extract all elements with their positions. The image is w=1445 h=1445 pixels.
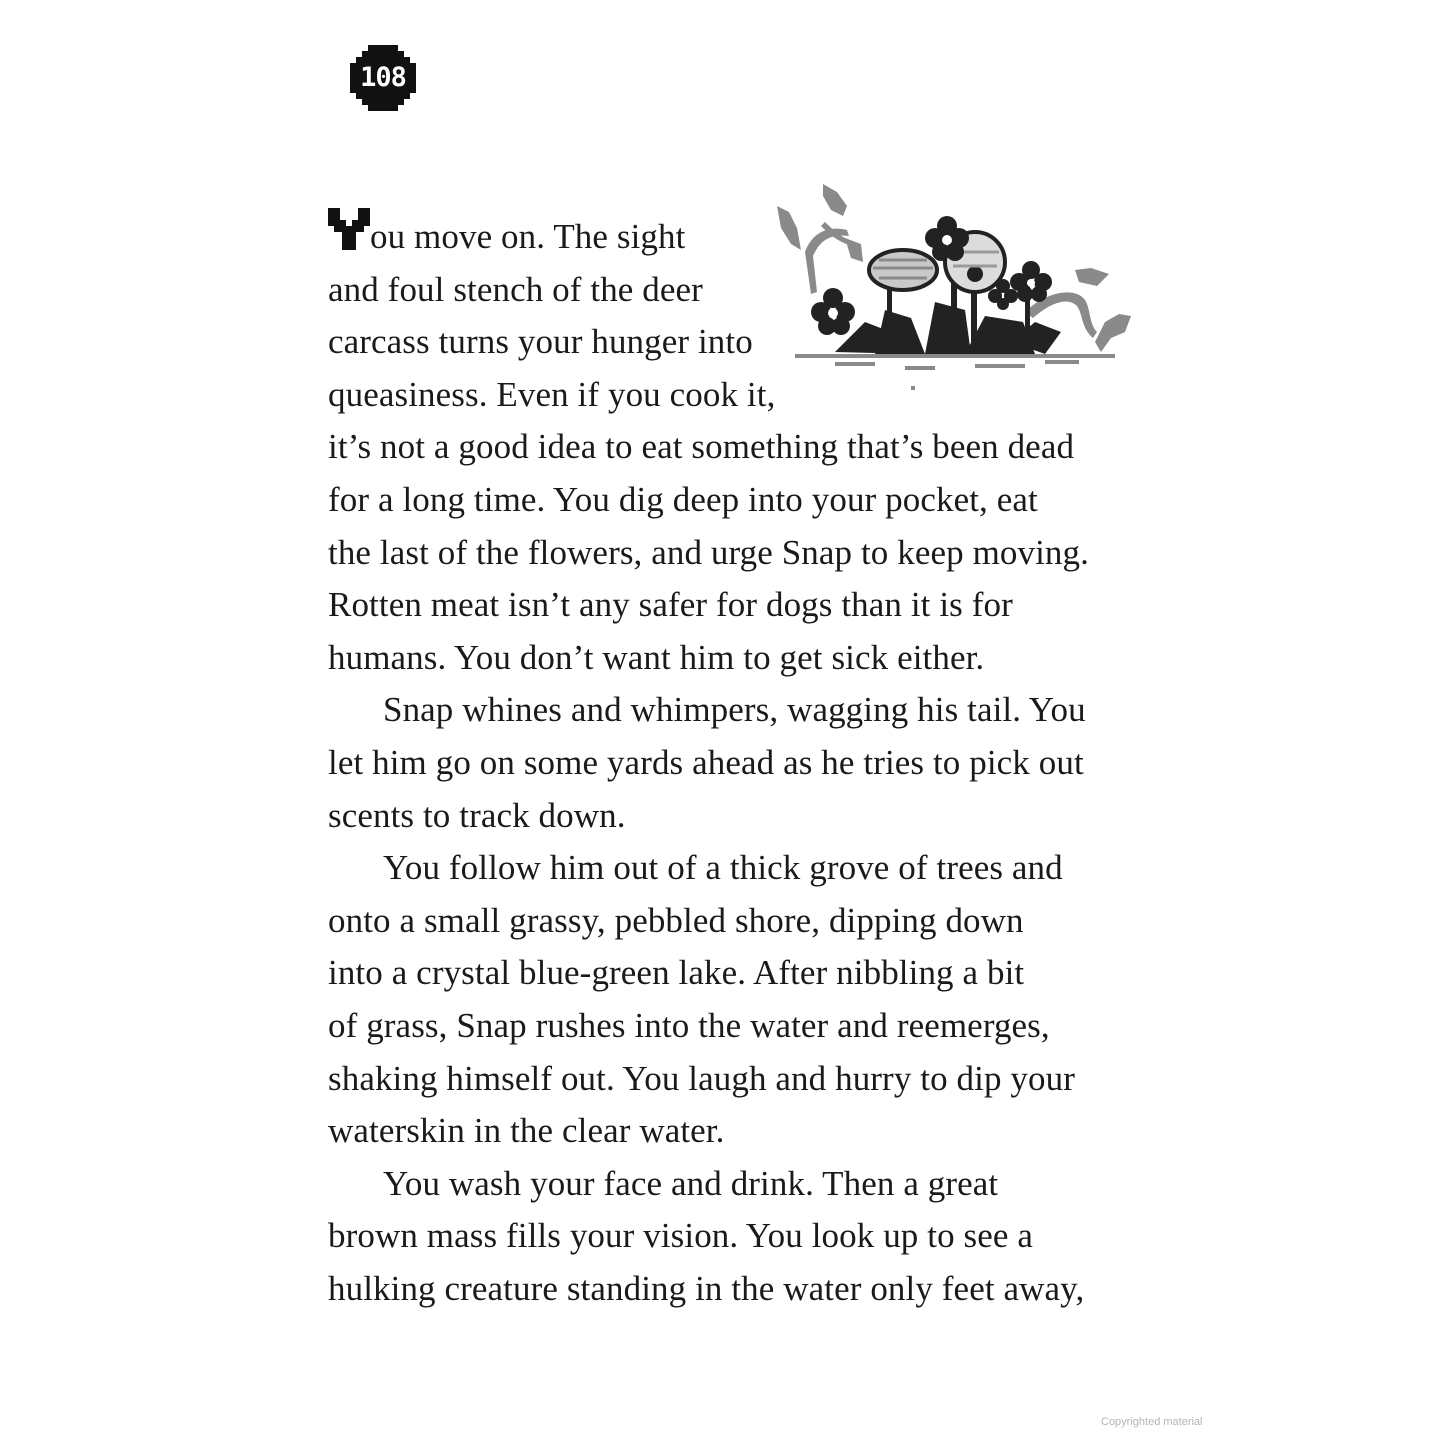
text-line: the last of the flowers, and urge Snap to keep moving. <box>328 532 1089 572</box>
text-line: You follow him out of a thick grove of trees and <box>383 848 1063 888</box>
text-line: of grass, Snap rushes into the water and reemerges, <box>328 1005 1050 1045</box>
paragraph-2 <box>328 684 1128 842</box>
text-line: Rotten meat isn’t any safer for dogs than it is for <box>328 585 1013 625</box>
text-line-content: ou move on. The sight <box>370 217 686 256</box>
copyright-watermark: Copyrighted material <box>1101 1416 1203 1428</box>
text-line: and foul stench of the deer <box>328 269 703 309</box>
page-number-badge <box>350 45 416 111</box>
paragraph-4 <box>328 1158 1128 1316</box>
text-line: You wash your face and drink. Then a great <box>383 1163 999 1203</box>
paragraph-3 <box>328 842 1128 1158</box>
text-line: for a long time. You dig deep into your pocket, eat <box>328 479 1038 519</box>
text-line: humans. You don’t want him to get sick either. <box>328 637 985 677</box>
body-text <box>328 208 1128 1315</box>
text-line: scents to track down. <box>328 795 626 835</box>
text-line: hulking creature standing in the water only feet away, <box>328 1268 1085 1308</box>
drop-cap-y <box>328 208 370 250</box>
text-line: let him go on some yards ahead as he tries to pick out <box>328 742 1084 782</box>
text-line: into a crystal blue-green lake. After nibbling a bit <box>328 953 1025 993</box>
paragraph-1 <box>328 208 1128 684</box>
text-line <box>328 208 1128 264</box>
text-line: Snap whines and whimpers, wagging his tail. You <box>383 690 1086 730</box>
text-line: it’s not a good idea to eat something that’s been dead <box>328 427 1075 467</box>
text-line: brown mass fills your vision. You look up to see a <box>328 1216 1033 1256</box>
text-line: onto a small grassy, pebbled shore, dipping down <box>328 900 1024 940</box>
text-line: waterskin in the clear water. <box>328 1111 725 1151</box>
text-line: shaking himself out. You laugh and hurry to dip your <box>328 1058 1075 1098</box>
page-number: 108 <box>360 62 406 93</box>
text-line: queasiness. Even if you cook it, <box>328 374 776 414</box>
text-line: carcass turns your hunger into <box>328 322 753 362</box>
